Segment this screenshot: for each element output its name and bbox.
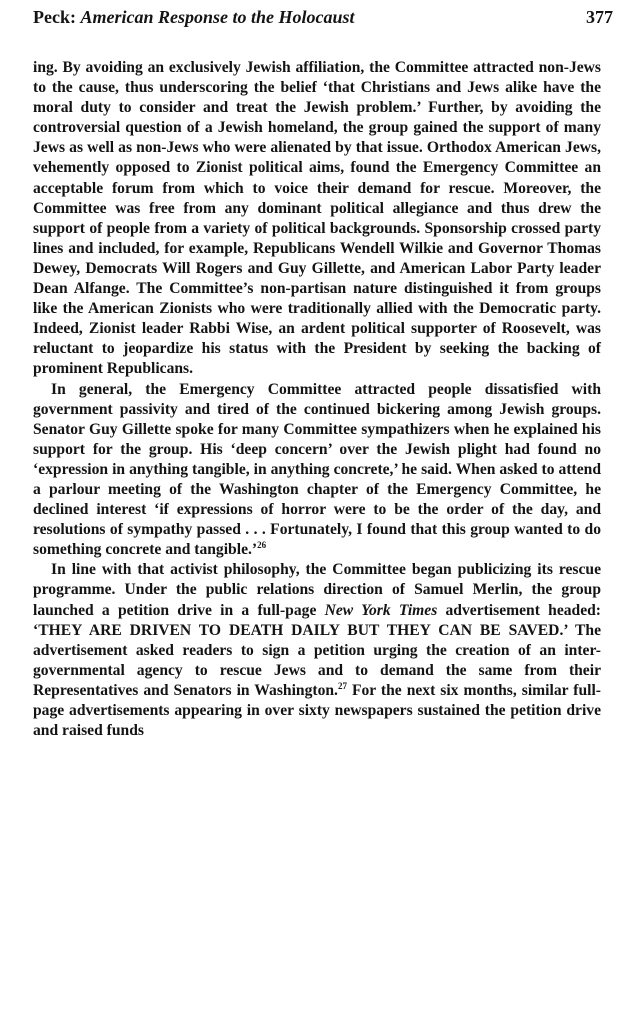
header-title-line [33, 6, 355, 28]
paragraph-1: ing. By avoiding an exclusively Jewish affiliation, the Committee attracted non-Jews to the cause, thus underscoring the belief ‘that Christians and Jews alike have the moral duty to consider and treat the Jewish problem.’ Further, by avoiding the controversial question of a Jewish homeland, the group gained the support of many Jews as well as non-Jews who were alienated by that issue. Orthodox American Jews, vehemently opposed to Zionist political aims, found the Emergency Committee an acceptable forum from which to voice their demand for rescue. Moreover, the Committee was free from any dominant political allegiance and thus drew the support of people from a variety of political backgrounds. Sponsorship crossed party lines and included, for example, Republicans Wendell Wilkie and Governor Thomas Dewey, Democrats Will Rogers and Guy Gillette, and American Labor Party leader Dean Alfange. The Committee’s non-partisan nature distinguished it from groups like the American Zionists who were traditionally allied with the Democratic party. Indeed, Zionist leader Rabbi Wise, an ardent political supporter of Roosevelt, was reluctant to jeopardize his status with the President by seeking the backing of prominent Republicans. [33, 59, 601, 378]
newspaper-name: New York Times [324, 601, 438, 619]
document-page [33, 6, 613, 741]
header-title: American Response to the Holocaust [80, 7, 355, 27]
body-text [33, 58, 601, 741]
paragraph-2-text: In general, the Emergency Committee attracted people dissatisfied with government passivity and tired of the continued bickering among Jewish groups. Senator Guy Gillette spoke for many Committee sympathizers when he explained his support for the group. His ‘deep concern’ over the Jewish plight had found no ‘expression in anything tangible, in anything concrete,’ he said. When asked to attend a parlour meeting of the Washington chapter of the Emergency Committee, he declined interest ‘if expressions of horror were to be the order of the day, and resolutions of sympathy passed . . . Fortunately, I found that this group wanted to do something concrete and tangible.’ [33, 380, 601, 559]
page-number: 377 [586, 7, 613, 27]
paragraph-3-text-before: In line with that activist philosophy, the Committee began publicizing its rescue programme. Under the public relations direction of Samuel Merlin, the group launched a petition drive in a full-page [33, 561, 601, 619]
paragraph-2 [33, 380, 601, 561]
paragraph-3-text-after: For the next six months, similar full-page advertisements appearing in over sixty newspapers sustained the petition drive and raised funds [33, 681, 601, 740]
header-author: Peck: [33, 7, 76, 27]
paragraph-3-text-mid: advertisement headed: ‘THEY ARE DRIVEN TO DEATH DAILY BUT THEY CAN BE SAVED.’ The advertisement asked readers to sign a petition urging the creation of an inter-governmental agency to rescue Jews and to demand the same from their Representatives and Senators in Washington. [33, 601, 601, 699]
footnote-ref-26: 26 [257, 540, 267, 551]
running-header [33, 6, 613, 28]
paragraph-3 [33, 560, 601, 741]
footnote-ref-27: 27 [337, 680, 347, 691]
